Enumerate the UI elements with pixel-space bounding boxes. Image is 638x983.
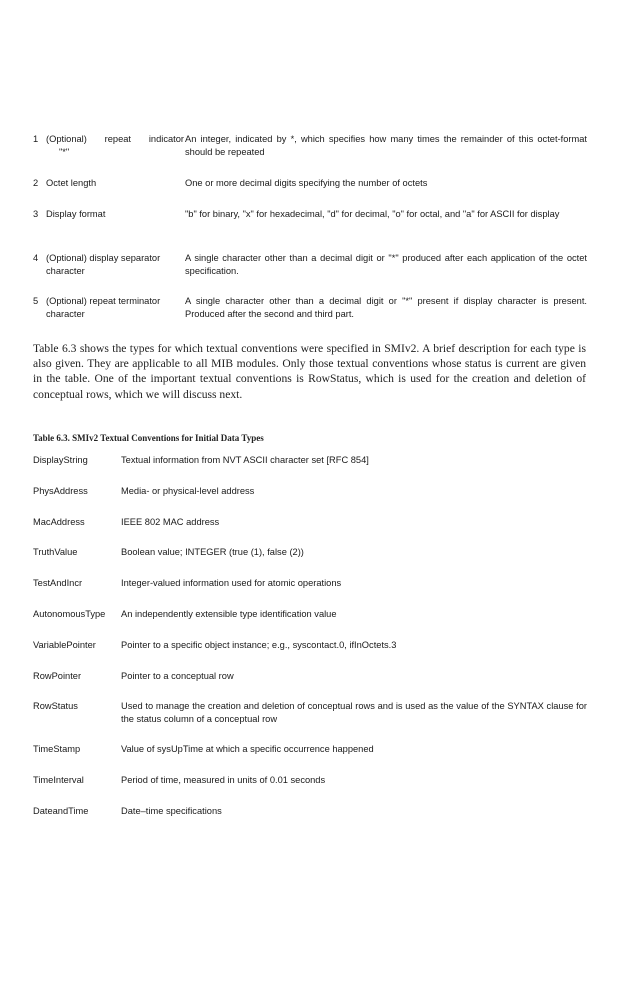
type-name: TimeInterval (33, 775, 84, 785)
type-description: Textual information from NVT ASCII character set [RFC 854] (121, 455, 369, 465)
type-description: Pointer to a specific object instance; e.g., syscontact.0, ifInOctets.3 (121, 640, 397, 650)
spec-item-label: (Optional) repeat terminator character (46, 296, 161, 319)
spec-item-label: (Optional) repeat indicator "*" (46, 134, 184, 157)
body-paragraph: Table 6.3 shows the types for which textual conventions were specified in SMIv2. A brief description for each type is also given. They are applicable to all MIB modules. Only those textual conventions whose status is current are given in the table. One of the important textual conventions is RowStatus, which is used for the creation and deletion of conceptual rows, which we will discuss next. (33, 342, 586, 401)
spec-item-number: 3 (33, 209, 39, 219)
type-name: TruthValue (33, 547, 78, 557)
type-description: An independently extensible type identification value (121, 609, 337, 619)
spec-item-number: 4 (33, 253, 39, 263)
type-name: TimeStamp (33, 744, 81, 754)
type-description: IEEE 802 MAC address (121, 517, 220, 527)
type-name: PhysAddress (33, 486, 88, 496)
table-caption: Table 6.3. SMIv2 Textual Conventions for Initial Data Types (33, 433, 264, 443)
spec-item-description: A single character other than a decimal digit or "*" present if display character is present. Produced after the second and third part. (185, 296, 587, 319)
spec-item-description: One or more decimal digits specifying the number of octets (185, 178, 428, 188)
type-description: Boolean value; INTEGER (true (1), false (2)) (121, 547, 304, 557)
spec-item-label: Display format (46, 209, 106, 219)
type-name: RowStatus (33, 701, 78, 711)
type-name: VariablePointer (33, 640, 96, 650)
type-description: Value of sysUpTime at which a specific occurrence happened (121, 744, 374, 754)
spec-item-label: (Optional) display separator character (46, 253, 161, 276)
type-description: Date–time specifications (121, 806, 222, 816)
type-name: DisplayString (33, 455, 88, 465)
type-name: MacAddress (33, 517, 85, 527)
type-name: RowPointer (33, 671, 82, 681)
type-name: AutonomousType (33, 609, 106, 619)
spec-item-description: An integer, indicated by *, which specifies how many times the remainder of this octet-format should be repeated (185, 134, 587, 157)
type-description: Period of time, measured in units of 0.01 seconds (121, 775, 326, 785)
spec-item-description: "b" for binary, "x" for hexadecimal, "d" for decimal, "o" for octal, and "a" for ASCII for display (185, 209, 560, 219)
type-description: Used to manage the creation and deletion of conceptual rows and is used as the value of the SYNTAX clause for the status column of a conceptual row (121, 701, 587, 724)
type-description: Integer-valued information used for atomic operations (121, 578, 342, 588)
spec-item-number: 5 (33, 296, 39, 306)
type-name: DateandTime (33, 806, 89, 816)
spec-item-number: 1 (33, 134, 39, 144)
type-description: Pointer to a conceptual row (121, 671, 234, 681)
spec-item-number: 2 (33, 178, 39, 188)
type-name: TestAndIncr (33, 578, 83, 588)
spec-item-label: Octet length (46, 178, 97, 188)
type-description: Media- or physical-level address (121, 486, 255, 496)
spec-item-description: A single character other than a decimal digit or "*" produced after each application of the octet specification. (185, 253, 587, 276)
